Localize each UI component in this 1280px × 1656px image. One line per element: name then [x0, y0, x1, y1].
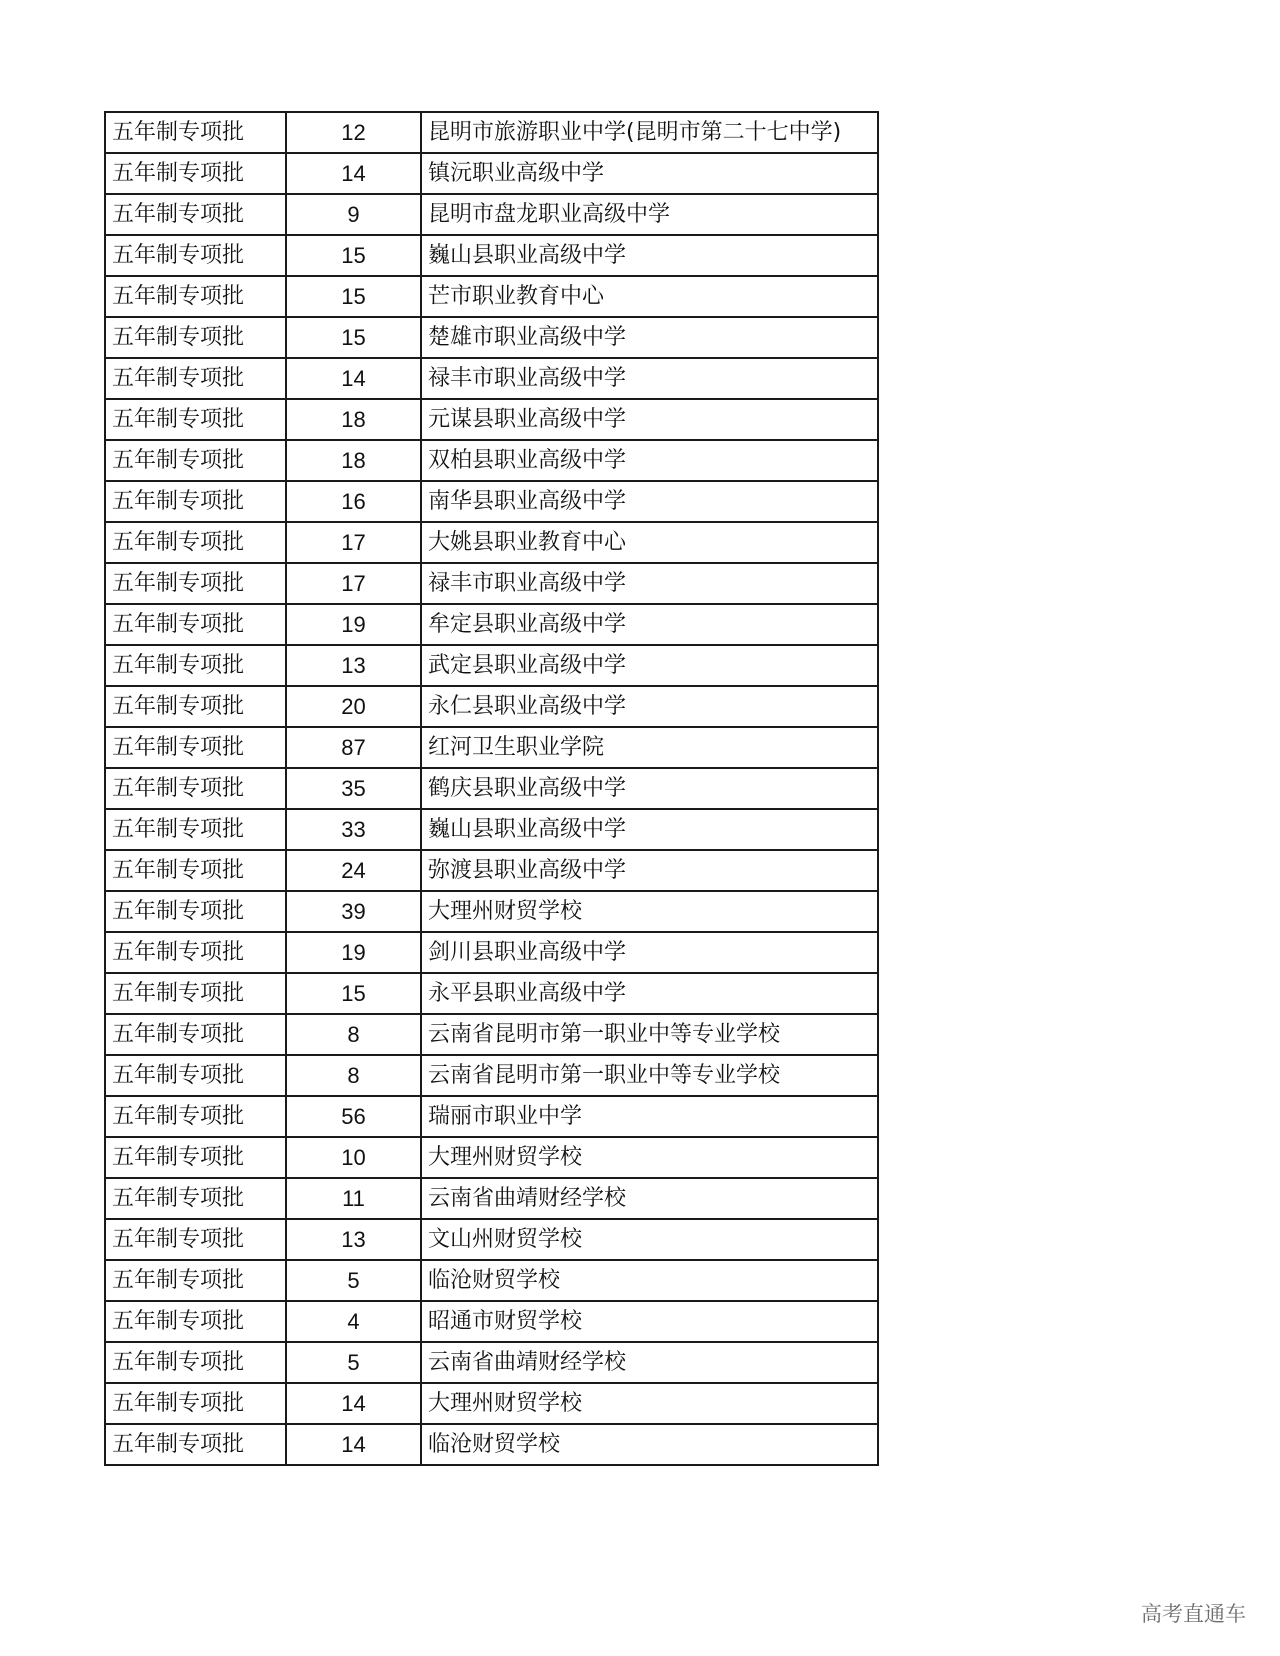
- batch-cell: 五年制专项批: [105, 1014, 286, 1055]
- school-cell: 大理州财贸学校: [421, 1383, 878, 1424]
- school-cell: 元谋县职业高级中学: [421, 399, 878, 440]
- table-row: [105, 522, 878, 563]
- school-cell: 昆明市旅游职业中学(昆明市第二十七中学): [421, 112, 878, 153]
- count-cell: 33: [286, 809, 421, 850]
- school-cell: 大姚县职业教育中心: [421, 522, 878, 563]
- batch-cell: 五年制专项批: [105, 1096, 286, 1137]
- count-cell: 12: [286, 112, 421, 153]
- count-cell: 5: [286, 1342, 421, 1383]
- table-row: [105, 1342, 878, 1383]
- school-cell: 禄丰市职业高级中学: [421, 358, 878, 399]
- batch-cell: 五年制专项批: [105, 932, 286, 973]
- school-cell: 巍山县职业高级中学: [421, 809, 878, 850]
- count-cell: 5: [286, 1260, 421, 1301]
- table-row: [105, 112, 878, 153]
- school-cell: 红河卫生职业学院: [421, 727, 878, 768]
- count-cell: 17: [286, 563, 421, 604]
- school-cell: 武定县职业高级中学: [421, 645, 878, 686]
- count-cell: 8: [286, 1055, 421, 1096]
- school-cell: 镇沅职业高级中学: [421, 153, 878, 194]
- table-row: [105, 891, 878, 932]
- batch-cell: 五年制专项批: [105, 1055, 286, 1096]
- batch-cell: 五年制专项批: [105, 1219, 286, 1260]
- school-cell: 云南省昆明市第一职业中等专业学校: [421, 1055, 878, 1096]
- school-cell: 禄丰市职业高级中学: [421, 563, 878, 604]
- count-cell: 18: [286, 399, 421, 440]
- table-row: [105, 1424, 878, 1465]
- count-cell: 14: [286, 1424, 421, 1465]
- batch-cell: 五年制专项批: [105, 604, 286, 645]
- table-row: [105, 1301, 878, 1342]
- school-cell: 弥渡县职业高级中学: [421, 850, 878, 891]
- batch-cell: 五年制专项批: [105, 1301, 286, 1342]
- count-cell: 4: [286, 1301, 421, 1342]
- batch-cell: 五年制专项批: [105, 686, 286, 727]
- count-cell: 56: [286, 1096, 421, 1137]
- table-row: [105, 399, 878, 440]
- table-row: [105, 317, 878, 358]
- count-cell: 20: [286, 686, 421, 727]
- table-row: [105, 153, 878, 194]
- admission-table: [104, 111, 879, 1466]
- table-row: [105, 645, 878, 686]
- school-cell: 永仁县职业高级中学: [421, 686, 878, 727]
- school-cell: 大理州财贸学校: [421, 1137, 878, 1178]
- school-cell: 鹤庆县职业高级中学: [421, 768, 878, 809]
- batch-cell: 五年制专项批: [105, 1342, 286, 1383]
- batch-cell: 五年制专项批: [105, 358, 286, 399]
- batch-cell: 五年制专项批: [105, 563, 286, 604]
- table-row: [105, 481, 878, 522]
- table-row: [105, 768, 878, 809]
- school-cell: 双柏县职业高级中学: [421, 440, 878, 481]
- table-row: [105, 1096, 878, 1137]
- batch-cell: 五年制专项批: [105, 153, 286, 194]
- school-cell: 楚雄市职业高级中学: [421, 317, 878, 358]
- school-cell: 云南省曲靖财经学校: [421, 1342, 878, 1383]
- count-cell: 18: [286, 440, 421, 481]
- table-row: [105, 1137, 878, 1178]
- batch-cell: 五年制专项批: [105, 522, 286, 563]
- table-row: [105, 1260, 878, 1301]
- batch-cell: 五年制专项批: [105, 276, 286, 317]
- school-cell: 剑川县职业高级中学: [421, 932, 878, 973]
- count-cell: 10: [286, 1137, 421, 1178]
- count-cell: 13: [286, 645, 421, 686]
- count-cell: 16: [286, 481, 421, 522]
- school-cell: 南华县职业高级中学: [421, 481, 878, 522]
- batch-cell: 五年制专项批: [105, 399, 286, 440]
- school-cell: 瑞丽市职业中学: [421, 1096, 878, 1137]
- table-row: [105, 686, 878, 727]
- table-row: [105, 358, 878, 399]
- batch-cell: 五年制专项批: [105, 850, 286, 891]
- school-cell: 昆明市盘龙职业高级中学: [421, 194, 878, 235]
- school-cell: 芒市职业教育中心: [421, 276, 878, 317]
- table-row: [105, 276, 878, 317]
- count-cell: 9: [286, 194, 421, 235]
- count-cell: 14: [286, 358, 421, 399]
- count-cell: 14: [286, 1383, 421, 1424]
- count-cell: 19: [286, 932, 421, 973]
- table-row: [105, 850, 878, 891]
- batch-cell: 五年制专项批: [105, 891, 286, 932]
- count-cell: 14: [286, 153, 421, 194]
- batch-cell: 五年制专项批: [105, 973, 286, 1014]
- batch-cell: 五年制专项批: [105, 809, 286, 850]
- count-cell: 17: [286, 522, 421, 563]
- table-row: [105, 932, 878, 973]
- count-cell: 15: [286, 973, 421, 1014]
- table-row: [105, 563, 878, 604]
- batch-cell: 五年制专项批: [105, 1260, 286, 1301]
- count-cell: 35: [286, 768, 421, 809]
- count-cell: 8: [286, 1014, 421, 1055]
- batch-cell: 五年制专项批: [105, 1383, 286, 1424]
- school-cell: 大理州财贸学校: [421, 891, 878, 932]
- school-cell: 文山州财贸学校: [421, 1219, 878, 1260]
- count-cell: 39: [286, 891, 421, 932]
- school-cell: 永平县职业高级中学: [421, 973, 878, 1014]
- batch-cell: 五年制专项批: [105, 768, 286, 809]
- batch-cell: 五年制专项批: [105, 727, 286, 768]
- count-cell: 87: [286, 727, 421, 768]
- table-row: [105, 1383, 878, 1424]
- batch-cell: 五年制专项批: [105, 235, 286, 276]
- batch-cell: 五年制专项批: [105, 194, 286, 235]
- school-cell: 牟定县职业高级中学: [421, 604, 878, 645]
- school-cell: 昭通市财贸学校: [421, 1301, 878, 1342]
- table-row: [105, 440, 878, 481]
- count-cell: 15: [286, 235, 421, 276]
- count-cell: 13: [286, 1219, 421, 1260]
- batch-cell: 五年制专项批: [105, 112, 286, 153]
- batch-cell: 五年制专项批: [105, 1424, 286, 1465]
- table-row: [105, 809, 878, 850]
- count-cell: 15: [286, 276, 421, 317]
- table-row: [105, 1219, 878, 1260]
- school-cell: 云南省昆明市第一职业中等专业学校: [421, 1014, 878, 1055]
- count-cell: 24: [286, 850, 421, 891]
- school-cell: 云南省曲靖财经学校: [421, 1178, 878, 1219]
- table-row: [105, 727, 878, 768]
- table-row: [105, 1055, 878, 1096]
- school-cell: 巍山县职业高级中学: [421, 235, 878, 276]
- table-row: [105, 1178, 878, 1219]
- table-row: [105, 1014, 878, 1055]
- watermark-text: 高考直通车: [1141, 1602, 1246, 1626]
- table-row: [105, 235, 878, 276]
- school-cell: 临沧财贸学校: [421, 1424, 878, 1465]
- count-cell: 15: [286, 317, 421, 358]
- batch-cell: 五年制专项批: [105, 317, 286, 358]
- batch-cell: 五年制专项批: [105, 1137, 286, 1178]
- table-body: [105, 112, 878, 1465]
- table-row: [105, 194, 878, 235]
- batch-cell: 五年制专项批: [105, 1178, 286, 1219]
- batch-cell: 五年制专项批: [105, 440, 286, 481]
- batch-cell: 五年制专项批: [105, 645, 286, 686]
- count-cell: 19: [286, 604, 421, 645]
- table-row: [105, 604, 878, 645]
- school-cell: 临沧财贸学校: [421, 1260, 878, 1301]
- batch-cell: 五年制专项批: [105, 481, 286, 522]
- table-row: [105, 973, 878, 1014]
- count-cell: 11: [286, 1178, 421, 1219]
